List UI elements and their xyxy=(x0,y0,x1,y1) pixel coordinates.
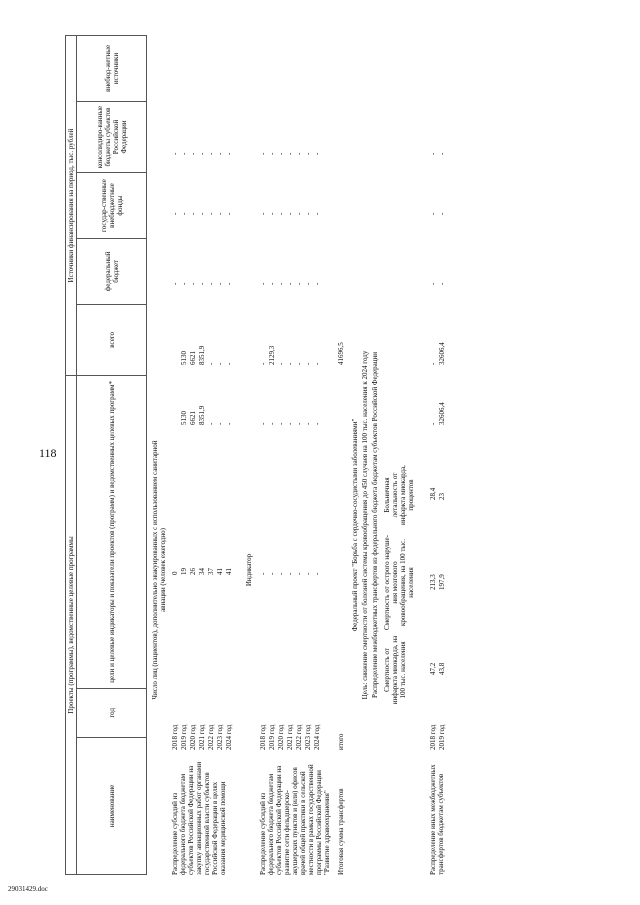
block1-name: Распределение субсидий из федерального бюджета бюджетам субъектов Российской Федерации на закупку авиационных работ органами государственной власти субъектов Российской Федерации в целях оказания медицинской помощи xyxy=(171,761,227,875)
project-distribution: Распределение межбюджетных трансфертов из федерального бюджета бюджетам субъектов Российской Федерации xyxy=(371,352,379,698)
project-title: Федеральный проект "Борьба с сердечно-сосудистыми заболеваниями" xyxy=(351,418,359,632)
block2-total: - - - - - - - xyxy=(259,422,321,425)
rotated-table xyxy=(65,35,610,875)
header-group-projects: Проекты (программы), ведомственные целевые программы xyxy=(66,376,77,875)
col-federal: федеральный бюджет xyxy=(77,238,147,304)
block2-regional: - - - - - - - xyxy=(259,212,321,215)
col-total: всего xyxy=(77,304,147,375)
block1-extra: - - - - - - - xyxy=(171,152,233,155)
sub-heading-mi-mortality: Смертность от инфаркта миокарда, на 100 тыс. населения xyxy=(383,635,407,705)
block2-indicator-values: - - - - - - - xyxy=(259,572,321,575)
block2-state-funds: - - - - - - - xyxy=(259,282,321,285)
table-body xyxy=(147,35,607,875)
block1-regional: - - - - - - - xyxy=(171,212,233,215)
block3-extra: - - xyxy=(429,152,446,155)
col-regional: консолидиро-ванные бюджеты субъектов Российской Федерации xyxy=(77,101,147,172)
block2-name: Распределение субсидий из федерального бюджета бюджетам субъектов Российской Федерации на развитие сети фельдшерско-акушерских пунктов и (или) офисов врачей общей практики в сельской местности в рамках государственной программы Российской Федерации "Развитие здравоохранения" xyxy=(259,764,331,875)
col-name: наименование xyxy=(77,737,147,874)
block1-state-funds: - - - - - - - xyxy=(171,282,233,285)
indicator-label: Индикатор xyxy=(245,553,253,587)
block1-total: 5130 6621 8351,9 - - - xyxy=(180,405,233,425)
block1-indicator-values: 0 19 26 34 37 41 41 xyxy=(171,568,233,575)
totals-year: итого xyxy=(337,733,345,750)
col-state-funds: государ-ственные внебюджетные фонды xyxy=(77,173,147,239)
block2-years: 2018 год 2019 год 2020 год 2021 год 2022 год 2023 год 2024 год xyxy=(259,724,321,750)
footer-doc-code: 29031429.doc xyxy=(8,885,48,893)
col-goals: цели и целевые индикаторы и показатели проектов (программ) и ведомственных целевых программ* xyxy=(77,376,147,689)
block3-regional: - - xyxy=(429,212,446,215)
totals-federal: 41696,5 xyxy=(337,342,345,365)
block1-federal: 5130 6621 8351,9 - - - xyxy=(180,345,233,365)
block3-name: Распределение иных межбюджетных трансфертов бюджетам субъектов xyxy=(429,764,445,875)
block3-total: - 32606,4 xyxy=(429,402,446,425)
block3-years: 2018 год 2019 год xyxy=(429,724,446,750)
indicator-air-ambulance: Число лиц (пациентов), дополнительно эвакуированных с использованием санитарной авиации (человек ежегодно) xyxy=(151,440,167,700)
totals-name: Итоговая сумма трансфертов xyxy=(337,788,345,875)
block3-federal: - 32606,4 xyxy=(429,342,446,365)
block3-lethality-values: 28,4 23 xyxy=(429,487,446,500)
header-group-sources: Источники финансирования на период, тыс. рублей xyxy=(66,36,77,376)
sub-heading-stroke-mortality: Смертность от острого наруше-ния мозгового кровообращения, на 100 тыс. населения xyxy=(383,535,415,630)
col-year: год xyxy=(77,688,147,737)
sub-heading-hospital-lethality: Больничная летальность от инфаркта миокарда, процентов xyxy=(383,465,415,525)
col-extra: внебюд-жетные источники xyxy=(77,36,147,102)
block2-extra: - - - - - - - xyxy=(259,152,321,155)
block3-stroke-values: 213,3 197,9 xyxy=(429,574,446,590)
block3-state-funds: - - xyxy=(429,282,446,285)
block1-years: 2018 год 2019 год 2020 год 2021 год 2022 год 2023 год 2024 год xyxy=(171,724,233,750)
project-goal: Цель: снижение смертности от болезней системы кровообращения до 450 случаев на 100 тыс. населения к 2024 году xyxy=(361,350,369,700)
page-number: 118 xyxy=(39,446,57,460)
header-table xyxy=(65,35,147,875)
block2-federal: - 2129,3 - - - - - xyxy=(259,345,321,365)
block3-mi-values: 47,2 43,8 xyxy=(429,662,446,675)
